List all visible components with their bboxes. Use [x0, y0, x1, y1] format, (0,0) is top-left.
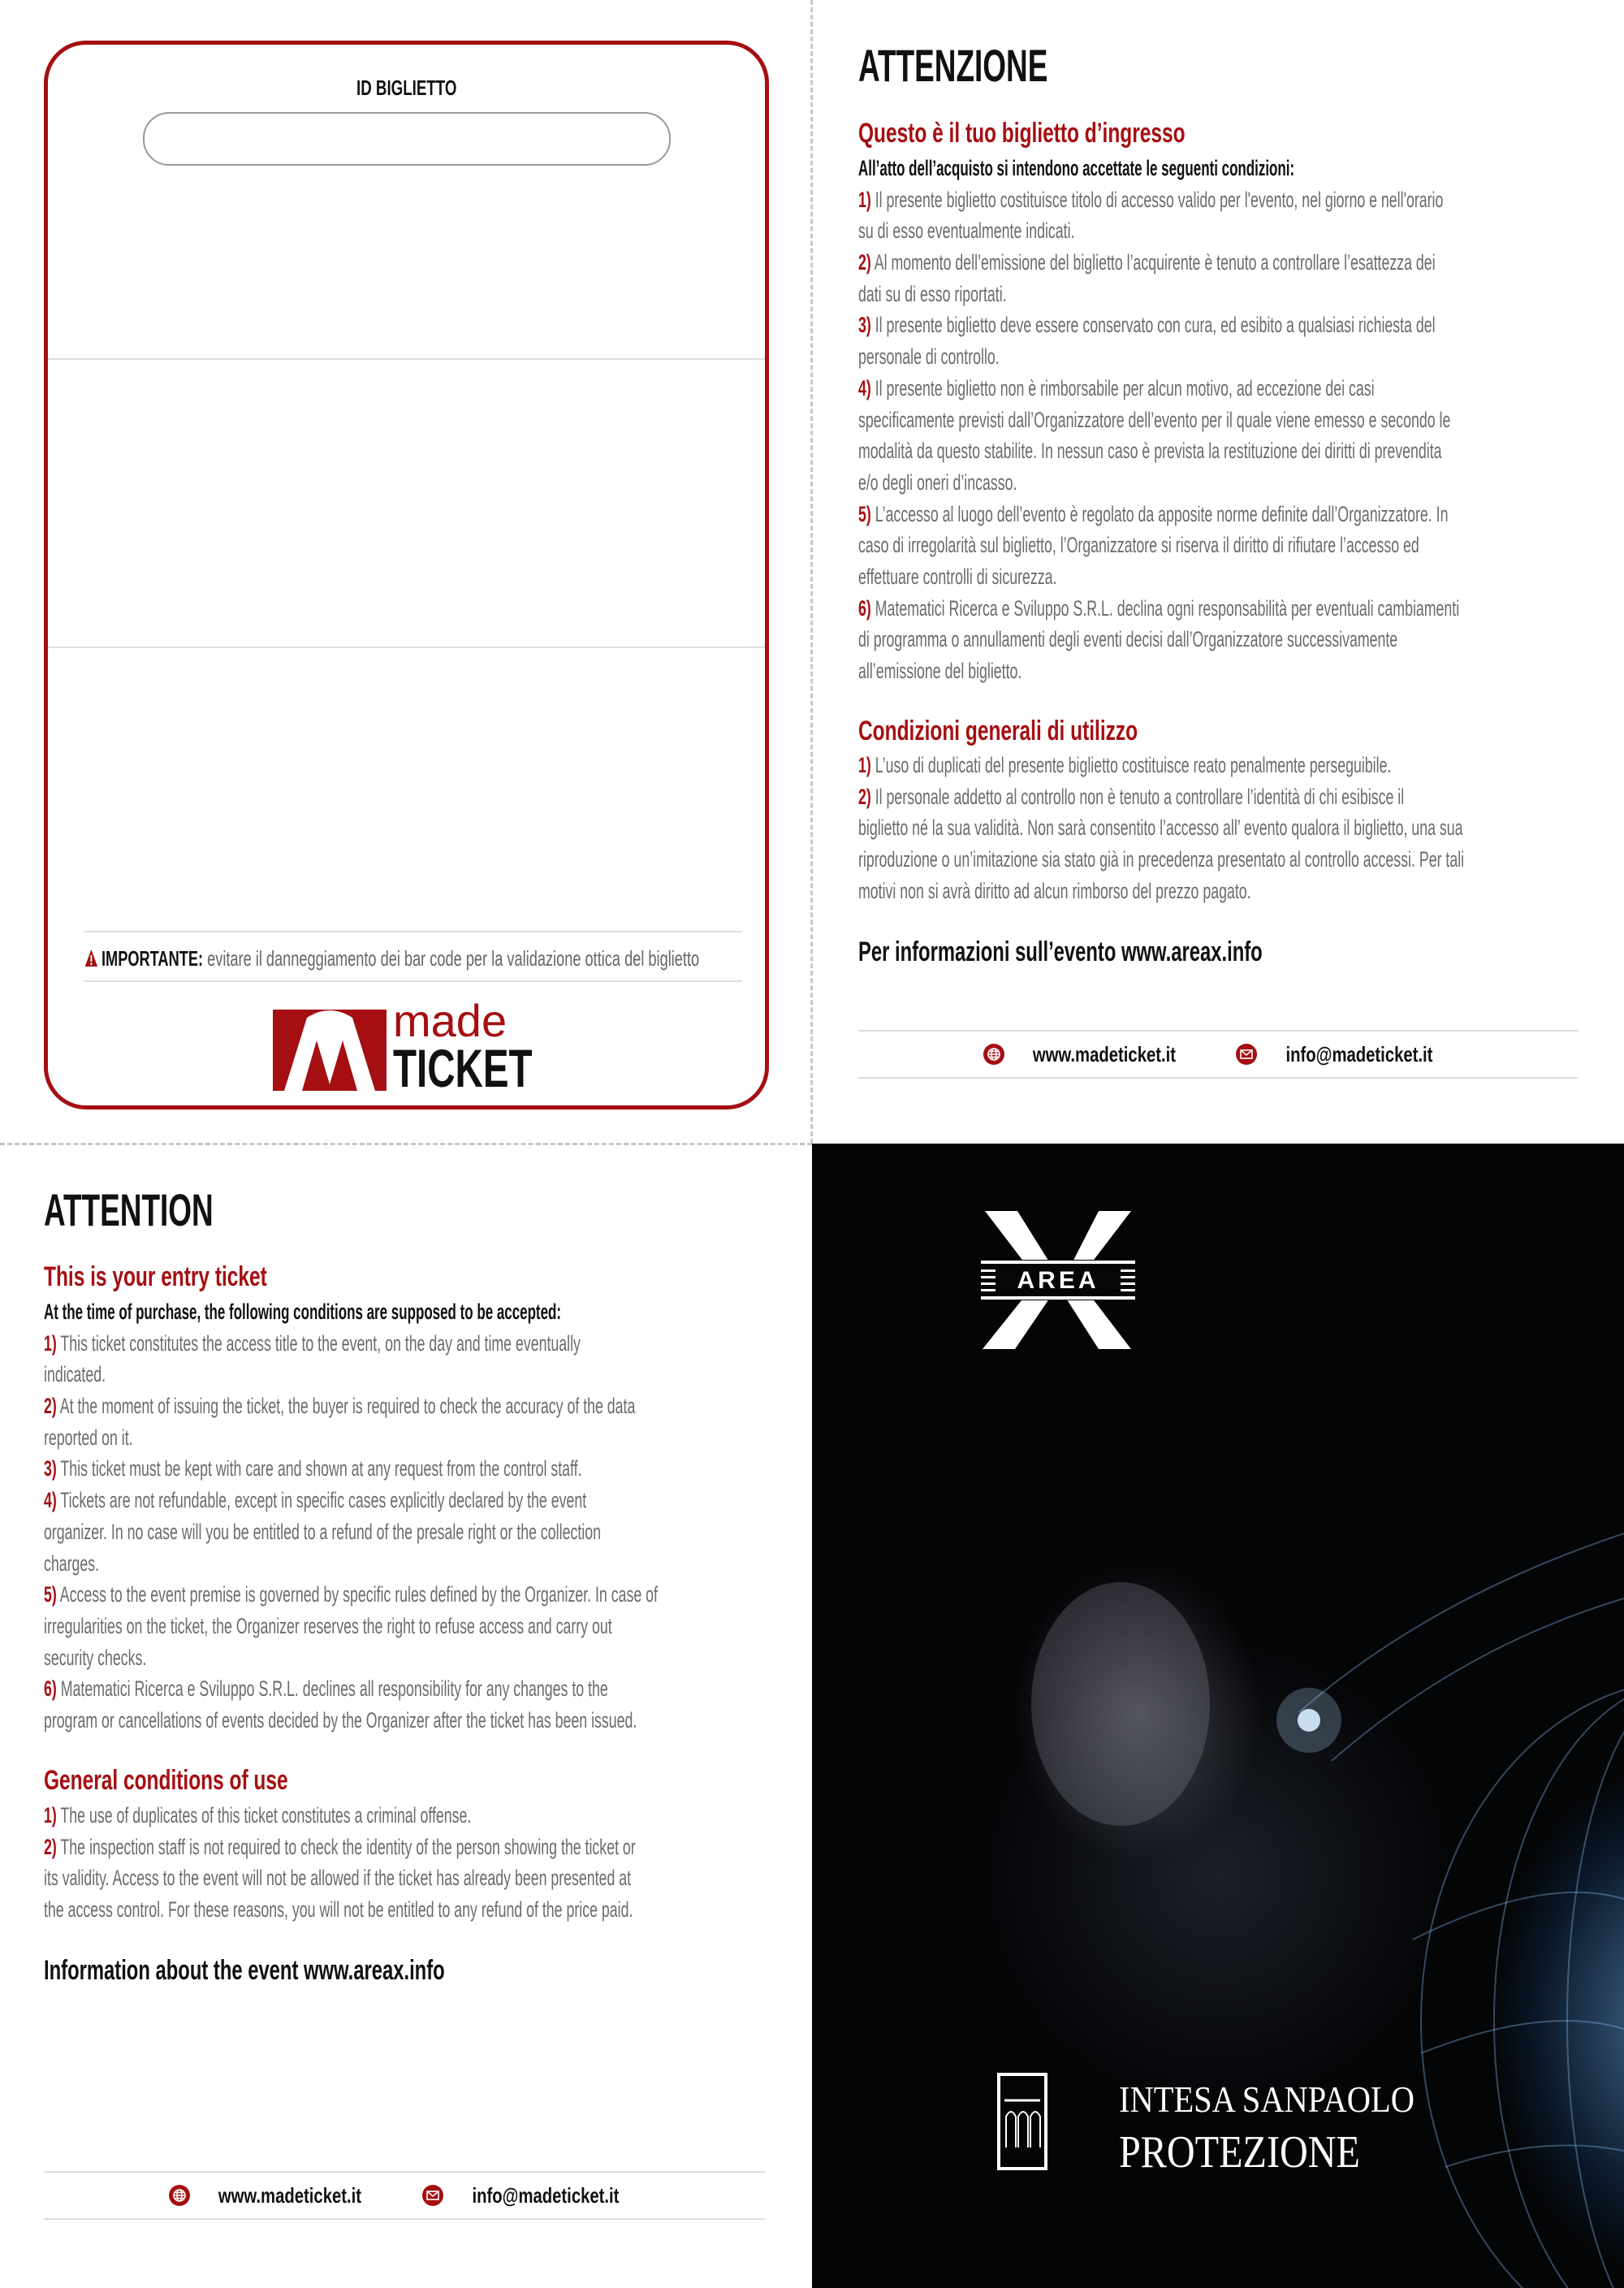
condition-text: The inspection staff is not required to check the identity of the person showing the ticket or [60, 1834, 636, 1859]
condition-line [44, 1579, 658, 1611]
condition-text: This ticket constitutes the access title to the event, on the day and time eventually [60, 1330, 581, 1356]
condition-number: 2) [858, 784, 871, 809]
heading-entry-ticket-en: This is your entry ticket [44, 1261, 267, 1292]
condition-text: modalità da questo stabilite. In nessun caso è prevista la restituzione dei diritti di prevendita [858, 439, 1442, 464]
condition-text: specificamente previsti dall’Organizzatore dell’evento per il quale viene emesso e secondo le [858, 407, 1451, 432]
condition-text: L’uso di duplicati del presente biglietto costituisce reato penalmente perseguibile. [875, 753, 1392, 777]
important-notice [84, 946, 699, 971]
fold-line-vertical [810, 0, 813, 1144]
condition-line [858, 655, 1459, 687]
conditions-intro: All’atto dell’acquisto si intendono accettate le seguenti condizioni: [858, 156, 1295, 180]
condition-line [44, 1516, 658, 1548]
condition-number: 2) [44, 1394, 57, 1419]
condition-text: the access control. For these reasons, you will not be entitled to any refund of the price paid. [44, 1897, 633, 1923]
website-text[interactable]: www.madeticket.it [1032, 1041, 1176, 1066]
condition-text: all’emissione del biglietto. [858, 659, 1022, 683]
heading-entry-ticket-it: Questo è il tuo biglietto d’ingresso [858, 118, 1186, 149]
condition-line [44, 1359, 658, 1391]
condition-number: 4) [858, 375, 871, 400]
condition-text: dati su di esso riportati. [858, 281, 1007, 306]
condition-line [858, 876, 1464, 907]
condition-line [44, 1800, 636, 1832]
condition-line [858, 215, 1459, 247]
condition-line [858, 184, 1459, 216]
website-link[interactable] [983, 1042, 1196, 1067]
condition-text: This ticket must be kept with care and shown at any request from the control staff. [60, 1456, 582, 1481]
condition-number: 6) [44, 1676, 57, 1702]
condition-line [44, 1422, 658, 1454]
condition-line [44, 1862, 636, 1894]
arches-icon [1000, 2076, 1044, 2167]
condition-line [44, 1485, 658, 1516]
madeticket-m-mark [273, 1010, 387, 1091]
condition-number: 1) [44, 1330, 57, 1356]
condition-line [858, 435, 1459, 467]
condition-text: biglietto né la sua validità. Non sarà consentito l’accesso all’ evento qualora il biglietto, una sua [858, 815, 1463, 841]
condition-number: 5) [858, 501, 871, 526]
area-x-logo-text: AREA [1017, 1267, 1099, 1294]
globe-icon [169, 2185, 190, 2206]
condition-line [44, 1673, 658, 1705]
section-divider [48, 647, 765, 648]
condition-line [858, 309, 1459, 341]
warning-icon [84, 949, 98, 968]
condition-text: program or cancellations of events decided by the Organizer after the ticket has been issued. [44, 1707, 637, 1732]
condition-text: personale di controllo. [858, 344, 1000, 370]
condition-text: charges. [44, 1551, 100, 1576]
condition-number: 1) [858, 187, 871, 212]
condition-text: su di esso eventualmente indicati. [858, 218, 1075, 244]
condition-text: organizer. In no case will you be entitled to a refund of the presale right or the collection [44, 1519, 601, 1544]
condition-text: indicated. [44, 1362, 106, 1387]
condition-line [44, 1832, 636, 1863]
envelope-icon [422, 2185, 443, 2206]
condition-line [858, 781, 1464, 813]
footer-it [858, 1030, 1579, 1079]
condition-line [858, 404, 1459, 436]
condition-line [858, 341, 1459, 373]
condition-number: 5) [44, 1582, 57, 1607]
condition-number: 2) [858, 250, 871, 275]
condition-text: The use of duplicates of this ticket constitutes a criminal offense. [60, 1803, 472, 1827]
condition-text: Il personale addetto al controllo non è tenuto a controllare l’identità di chi esibisce il [875, 784, 1405, 809]
condition-number: 3) [858, 313, 871, 338]
condition-line [858, 844, 1464, 876]
ticket-id-label-text: ID BIGLIETTO [356, 76, 457, 100]
condition-line [44, 1894, 636, 1926]
website-link[interactable] [169, 2183, 382, 2208]
sponsor-name-line2: PROTEZIONE [1119, 2127, 1360, 2178]
condition-text: Il presente biglietto non è rimborsabile per alcun motivo, ad eccezione dei casi [875, 375, 1375, 400]
condition-line [44, 1705, 658, 1737]
condition-text: Matematici Ricerca e Sviluppo S.R.L. declines all responsibility for any changes to the [60, 1676, 608, 1702]
event-cover-image [812, 1144, 1624, 2288]
title-it: ATTENZIONE [858, 40, 1048, 91]
condition-line [858, 467, 1459, 499]
condition-text: riproduzione o un’imitazione sia stato già in precedenza presentato al controllo accessi. Per tali [858, 847, 1465, 872]
important-text: evitare il danneggiamento dei bar code per la validazione ottica del biglietto [207, 946, 700, 971]
condition-text: Matematici Ricerca e Sviluppo S.R.L. declina ogni responsabilità per eventuali cambiamenti [875, 595, 1460, 621]
condition-text: Access to the event premise is governed by specific rules defined by the Organizer. In case of [59, 1582, 658, 1607]
condition-text: Il presente biglietto costituisce titolo di accesso valido per l'evento, nel giorno e nell'orario [875, 187, 1444, 212]
general-conditions-list-it [858, 750, 1624, 906]
condition-text: its validity. Access to the event will not be allowed if the ticket has already been presented at [44, 1866, 632, 1891]
condition-line [858, 593, 1459, 625]
condition-text: motivi non si avrà diritto ad alcun rimborso del prezzo pagato. [858, 878, 1251, 903]
email-link[interactable] [422, 2183, 640, 2208]
website-text[interactable]: www.madeticket.it [218, 2182, 362, 2208]
condition-line [44, 1328, 658, 1360]
sponsor-name-line1: INTESA SANPAOLO [1119, 2078, 1415, 2120]
section-divider [48, 358, 765, 360]
condition-number: 1) [44, 1803, 57, 1827]
condition-line [44, 1642, 658, 1674]
condition-text: security checks. [44, 1645, 147, 1670]
condition-line [858, 624, 1459, 655]
madeticket-logo [273, 995, 557, 1098]
intesa-sanpaolo-logo-mark [997, 2073, 1047, 2170]
ticket-id-field[interactable] [143, 112, 671, 166]
envelope-icon [1236, 1044, 1257, 1065]
condition-number: 4) [44, 1488, 57, 1513]
logo-ticket: TICKET [393, 1038, 533, 1098]
condition-line [44, 1391, 658, 1422]
condition-text: di programma o annullamenti degli eventi decisi dall’Organizzatore successivamente [858, 627, 1398, 652]
footer-en [44, 2171, 765, 2220]
important-label: IMPORTANTE: [102, 946, 204, 971]
notice-divider-top [84, 931, 742, 932]
condition-line [44, 1611, 658, 1642]
email-text[interactable]: info@madeticket.it [1285, 1041, 1433, 1066]
condition-line [858, 279, 1459, 310]
conditions-it [858, 0, 1589, 1144]
condition-line [858, 247, 1459, 279]
email-link[interactable] [1236, 1042, 1453, 1067]
condition-text: Tickets are not refundable, except in specific cases explicitly declared by the event [60, 1488, 587, 1513]
condition-number: 1) [858, 753, 871, 777]
email-text[interactable]: info@madeticket.it [472, 2182, 620, 2208]
notice-divider-bottom [84, 980, 742, 982]
condition-number: 6) [858, 595, 871, 621]
event-info-en: Information about the event www.areax.info [44, 1955, 445, 1986]
condition-text: L’accesso al luogo dell’evento è regolato da apposite norme definite dall’Organizzatore. In [875, 501, 1449, 526]
conditions-intro: At the time of purchase, the following conditions are supposed to be accepted: [44, 1300, 562, 1324]
condition-text: irregularities on the ticket, the Organizer reserves the right to refuse access and carry out [44, 1613, 612, 1638]
title-en: ATTENTION [44, 1184, 214, 1235]
ticket-id-label [48, 76, 765, 101]
event-info-it: Per informazioni sull’evento www.areax.info [858, 936, 1263, 967]
condition-text: effettuare controlli di sicurezza. [858, 564, 1057, 589]
condition-text: e/o degli oneri d’incasso. [858, 469, 1017, 495]
general-conditions-list-en [44, 1800, 927, 1926]
conditions-en [44, 1144, 775, 2288]
condition-line [44, 1453, 658, 1485]
condition-line [858, 812, 1464, 844]
condition-number: 2) [44, 1834, 57, 1859]
condition-line [858, 530, 1459, 561]
condition-text: At the moment of issuing the ticket, the buyer is required to check the accuracy of the data [59, 1394, 636, 1419]
globe-icon [983, 1044, 1004, 1065]
condition-number: 3) [44, 1456, 57, 1481]
ticket-card [44, 41, 769, 1109]
condition-line [858, 750, 1464, 781]
condition-text: Al momento dell’emissione del biglietto l’acquirente è tenuto a controllare l’esattezza dei [874, 250, 1436, 275]
condition-text: caso di irregolarità sul biglietto, l’Organizzatore si riserva il diritto di rifiutare l’accesso ed [858, 533, 1419, 558]
condition-line [858, 373, 1459, 404]
logo-made: made [393, 995, 508, 1046]
heading-general-conditions-it: Condizioni generali di utilizzo [858, 716, 1138, 746]
condition-line [44, 1548, 658, 1580]
condition-line [858, 499, 1459, 530]
conditions-list-it [858, 153, 1624, 687]
condition-text: Il presente biglietto deve essere conservato con cura, ed esibito a qualsiasi richiesta del [875, 313, 1436, 338]
condition-text: reported on it. [44, 1425, 133, 1450]
condition-line [858, 561, 1459, 593]
heading-general-conditions-en: General conditions of use [44, 1765, 288, 1796]
